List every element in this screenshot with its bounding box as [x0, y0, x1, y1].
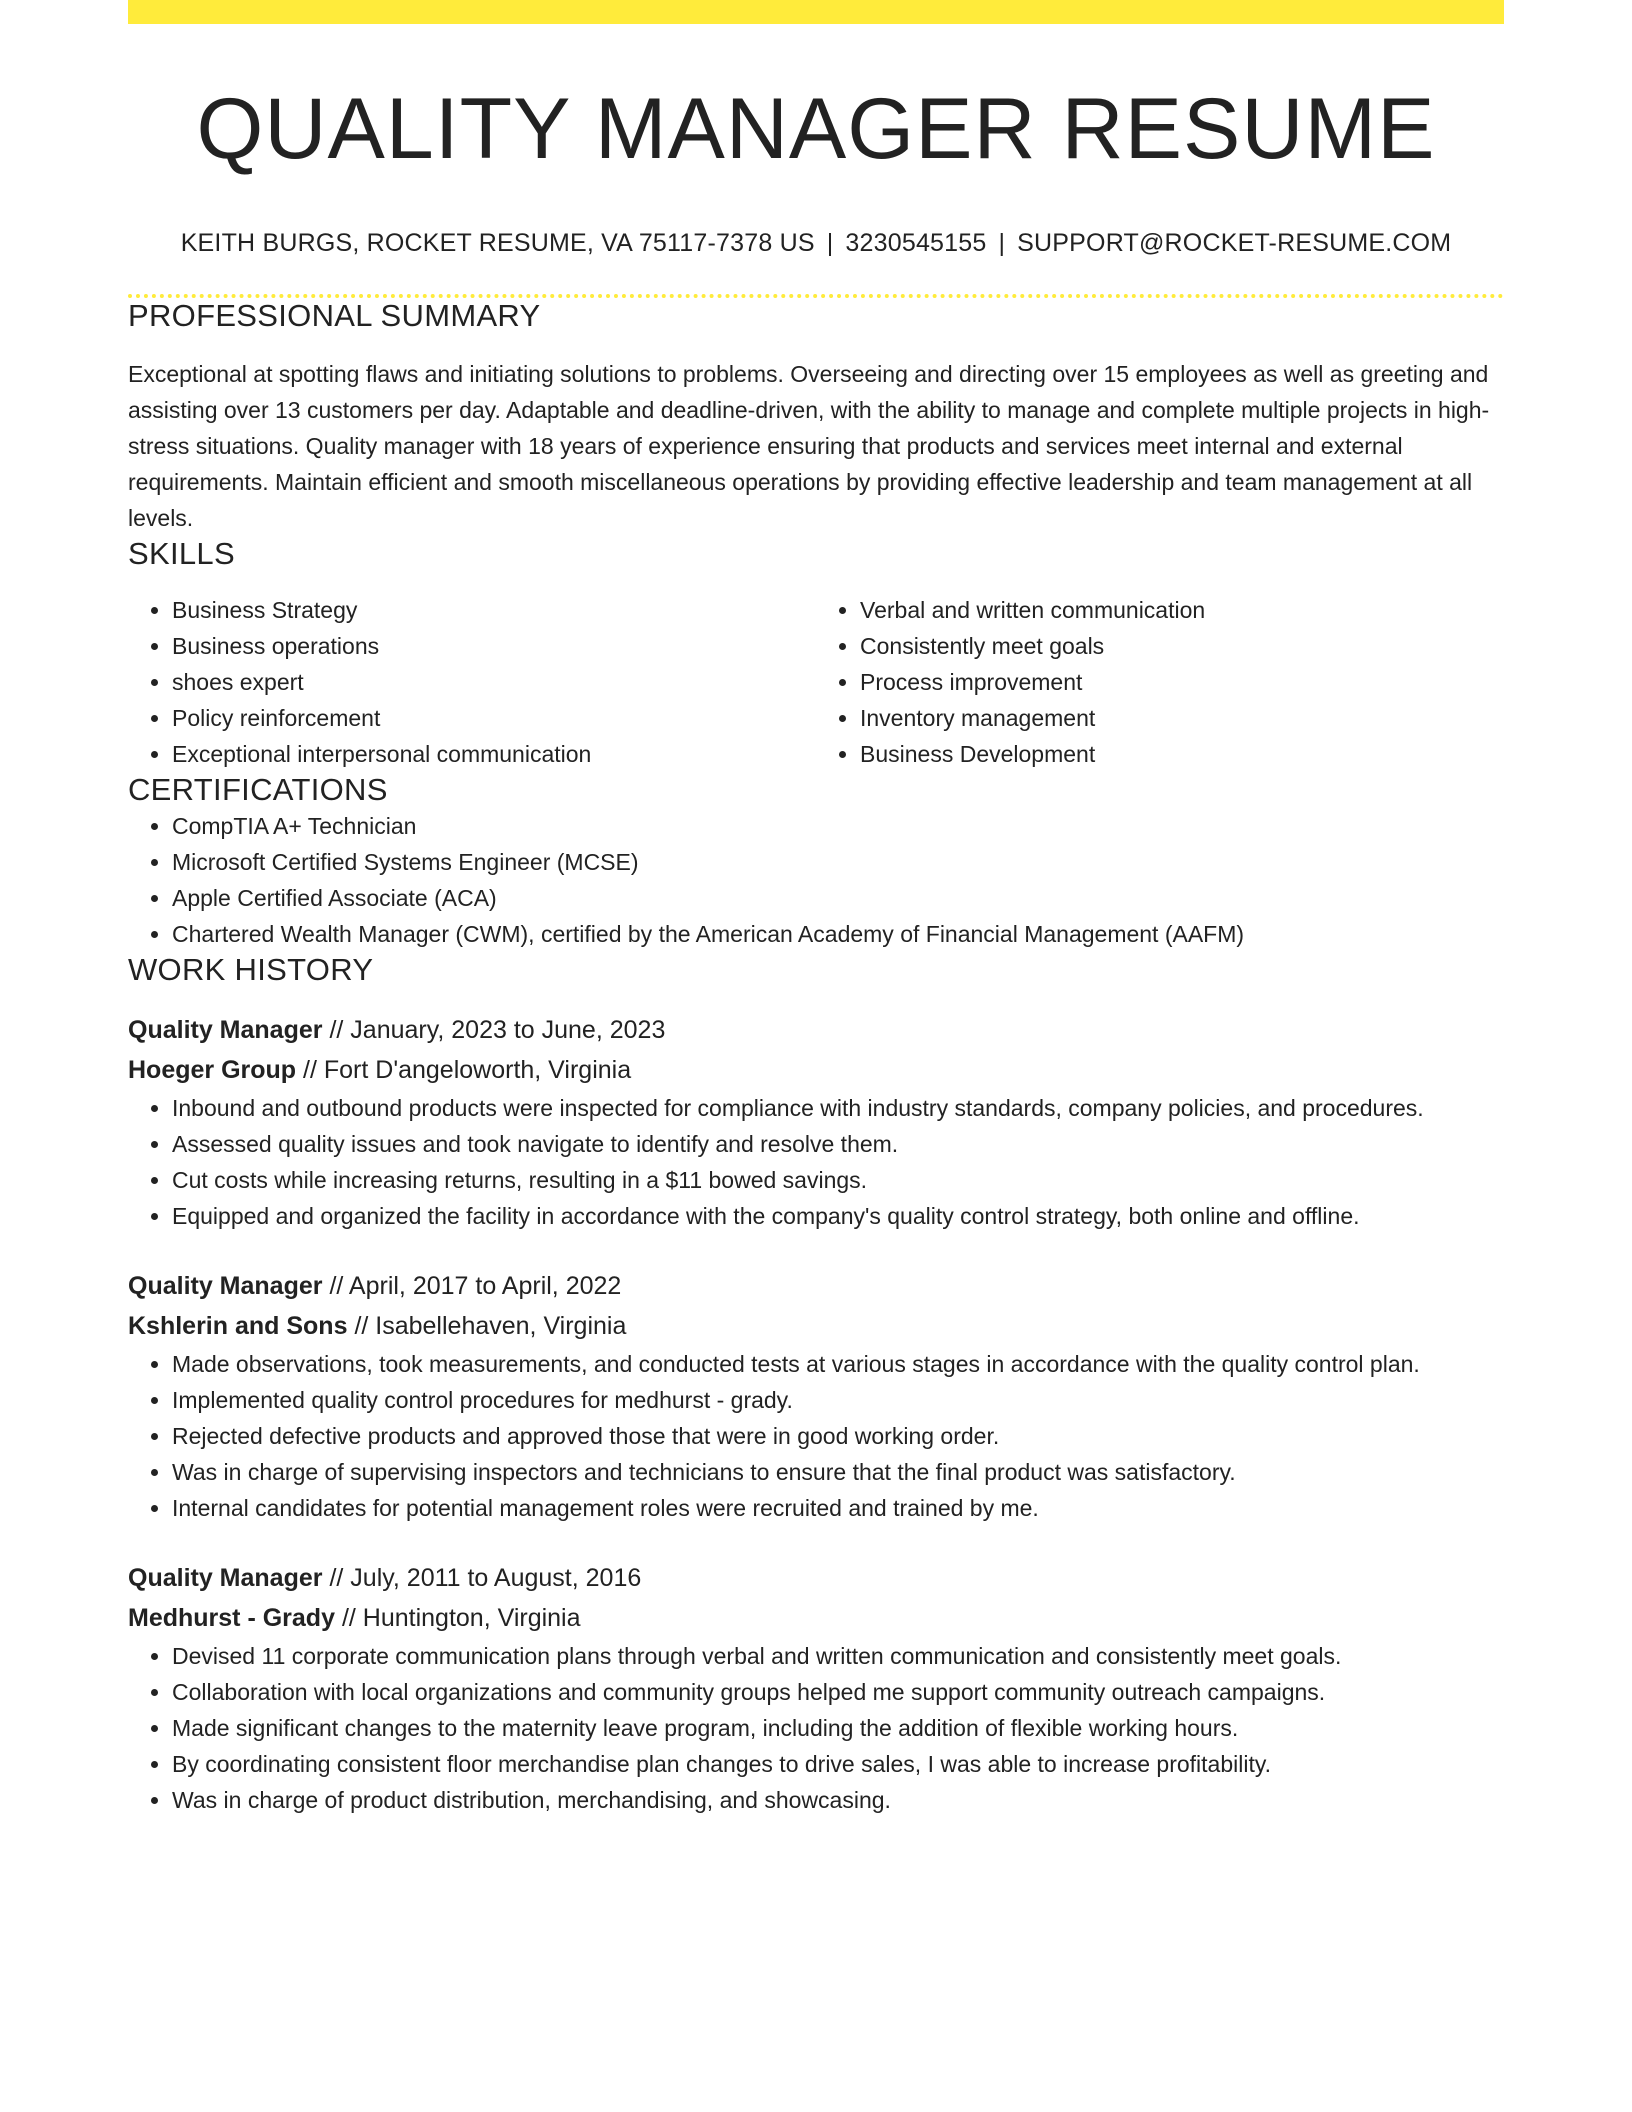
contact-address: KEITH BURGS, ROCKET RESUME, VA 75117-7378 US	[180, 228, 815, 257]
job-company: Hoeger Group	[128, 1055, 297, 1084]
job-title-line	[128, 1266, 1504, 1306]
job-entry	[128, 1266, 1504, 1526]
job-title-line	[128, 1558, 1504, 1598]
job-location: // Huntington, Virginia	[341, 1603, 581, 1632]
skill-item: • Verbal and written communication	[860, 592, 1504, 628]
contact-separator: |	[826, 228, 834, 257]
job-bullets	[128, 1638, 1504, 1818]
work-history-heading: WORK HISTORY	[128, 951, 374, 987]
page-title: QUALITY MANAGER RESUME	[196, 81, 1436, 177]
skill-item: • Policy reinforcement	[172, 700, 816, 736]
job-title: Quality Manager	[128, 1015, 323, 1044]
job-bullets	[128, 1090, 1504, 1234]
contact-phone: 3230545155	[845, 228, 987, 257]
skill-item: • Consistently meet goals	[860, 628, 1504, 664]
summary-heading: PROFESSIONAL SUMMARY	[128, 297, 541, 333]
job-bullet: • Internal candidates for potential management roles were recruited and trained by me.	[172, 1490, 1504, 1526]
certification-item: • Microsoft Certified Systems Engineer (MCSE)	[172, 844, 1504, 880]
certification-item: • CompTIA A+ Technician	[172, 808, 1504, 844]
job-location: // Isabellehaven, Virginia	[354, 1311, 627, 1340]
job-bullet: • Rejected defective products and approved those that were in good working order.	[172, 1418, 1504, 1454]
skill-item: • Exceptional interpersonal communication	[172, 736, 816, 772]
skills-columns	[128, 592, 1504, 772]
job-entry	[128, 1558, 1504, 1818]
job-bullet: • Inbound and outbound products were inspected for compliance with industry standards, company policies, and procedures.	[172, 1090, 1504, 1126]
accent-top-bar	[128, 0, 1504, 24]
job-dates: // April, 2017 to April, 2022	[329, 1271, 622, 1300]
job-bullet: • Cut costs while increasing returns, resulting in a $11 bowed savings.	[172, 1162, 1504, 1198]
job-company-line	[128, 1306, 1504, 1346]
job-bullet: • Implemented quality control procedures for medhurst - grady.	[172, 1382, 1504, 1418]
contact-line	[128, 229, 1504, 258]
job-company: Kshlerin and Sons	[128, 1311, 348, 1340]
certification-item: • Apple Certified Associate (ACA)	[172, 880, 1504, 916]
job-title: Quality Manager	[128, 1271, 323, 1300]
job-bullet: • Assessed quality issues and took navigate to identify and resolve them.	[172, 1126, 1504, 1162]
certifications-list	[128, 808, 1504, 952]
job-bullets	[128, 1346, 1504, 1526]
skill-item: • Business Development	[860, 736, 1504, 772]
job-bullet: • By coordinating consistent floor merchandise plan changes to drive sales, I was able to increase profitability.	[172, 1746, 1504, 1782]
job-bullet: • Was in charge of supervising inspectors and technicians to ensure that the final product was satisfactory.	[172, 1454, 1504, 1490]
job-company: Medhurst - Grady	[128, 1603, 335, 1632]
skill-item: • Process improvement	[860, 664, 1504, 700]
skills-heading: SKILLS	[128, 535, 235, 571]
contact-email: SUPPORT@ROCKET-RESUME.COM	[1017, 228, 1452, 257]
certifications-heading: CERTIFICATIONS	[128, 771, 388, 807]
job-title-line	[128, 1010, 1504, 1050]
job-bullet: • Collaboration with local organizations and community groups helped me support community outreach campaigns.	[172, 1674, 1504, 1710]
certification-item: • Chartered Wealth Manager (CWM), certified by the American Academy of Financial Management (AAFM)	[172, 916, 1504, 952]
job-location: // Fort D'angeloworth, Virginia	[303, 1055, 632, 1084]
job-bullet: • Was in charge of product distribution, merchandising, and showcasing.	[172, 1782, 1504, 1818]
summary-text: Exceptional at spotting flaws and initiating solutions to problems. Overseeing and directing over 15 employees as well as greeting and assisting over 13 customers per day. Adaptable and deadline-driven, with the ability to manage and complete multiple projects in high-stress situations. Quality manager with 18 years of experience ensuring that products and services meet internal and external requirements. Maintain efficient and smooth miscellaneous operations by providing effective leadership and team management at all levels.	[128, 360, 1490, 531]
skill-item: • shoes expert	[172, 664, 816, 700]
job-company-line	[128, 1050, 1504, 1090]
job-dates: // July, 2011 to August, 2016	[329, 1563, 642, 1592]
job-entry	[128, 1010, 1504, 1234]
job-bullet: • Equipped and organized the facility in accordance with the company's quality control strategy, both online and offline.	[172, 1198, 1504, 1234]
job-bullet: • Made significant changes to the maternity leave program, including the addition of flexible working hours.	[172, 1710, 1504, 1746]
job-dates: // January, 2023 to June, 2023	[329, 1015, 666, 1044]
skill-item: • Business operations	[172, 628, 816, 664]
skills-list-left	[128, 592, 816, 772]
job-bullet: • Made observations, took measurements, and conducted tests at various stages in accordance with the quality control plan.	[172, 1346, 1504, 1382]
job-company-line	[128, 1598, 1504, 1638]
skill-item: • Business Strategy	[172, 592, 816, 628]
skills-list-right	[816, 592, 1504, 772]
job-bullet: • Devised 11 corporate communication plans through verbal and written communication and consistently meet goals.	[172, 1638, 1504, 1674]
skill-item: • Inventory management	[860, 700, 1504, 736]
job-title: Quality Manager	[128, 1563, 323, 1592]
contact-separator: |	[998, 228, 1006, 257]
resume-content	[128, 0, 1504, 1818]
